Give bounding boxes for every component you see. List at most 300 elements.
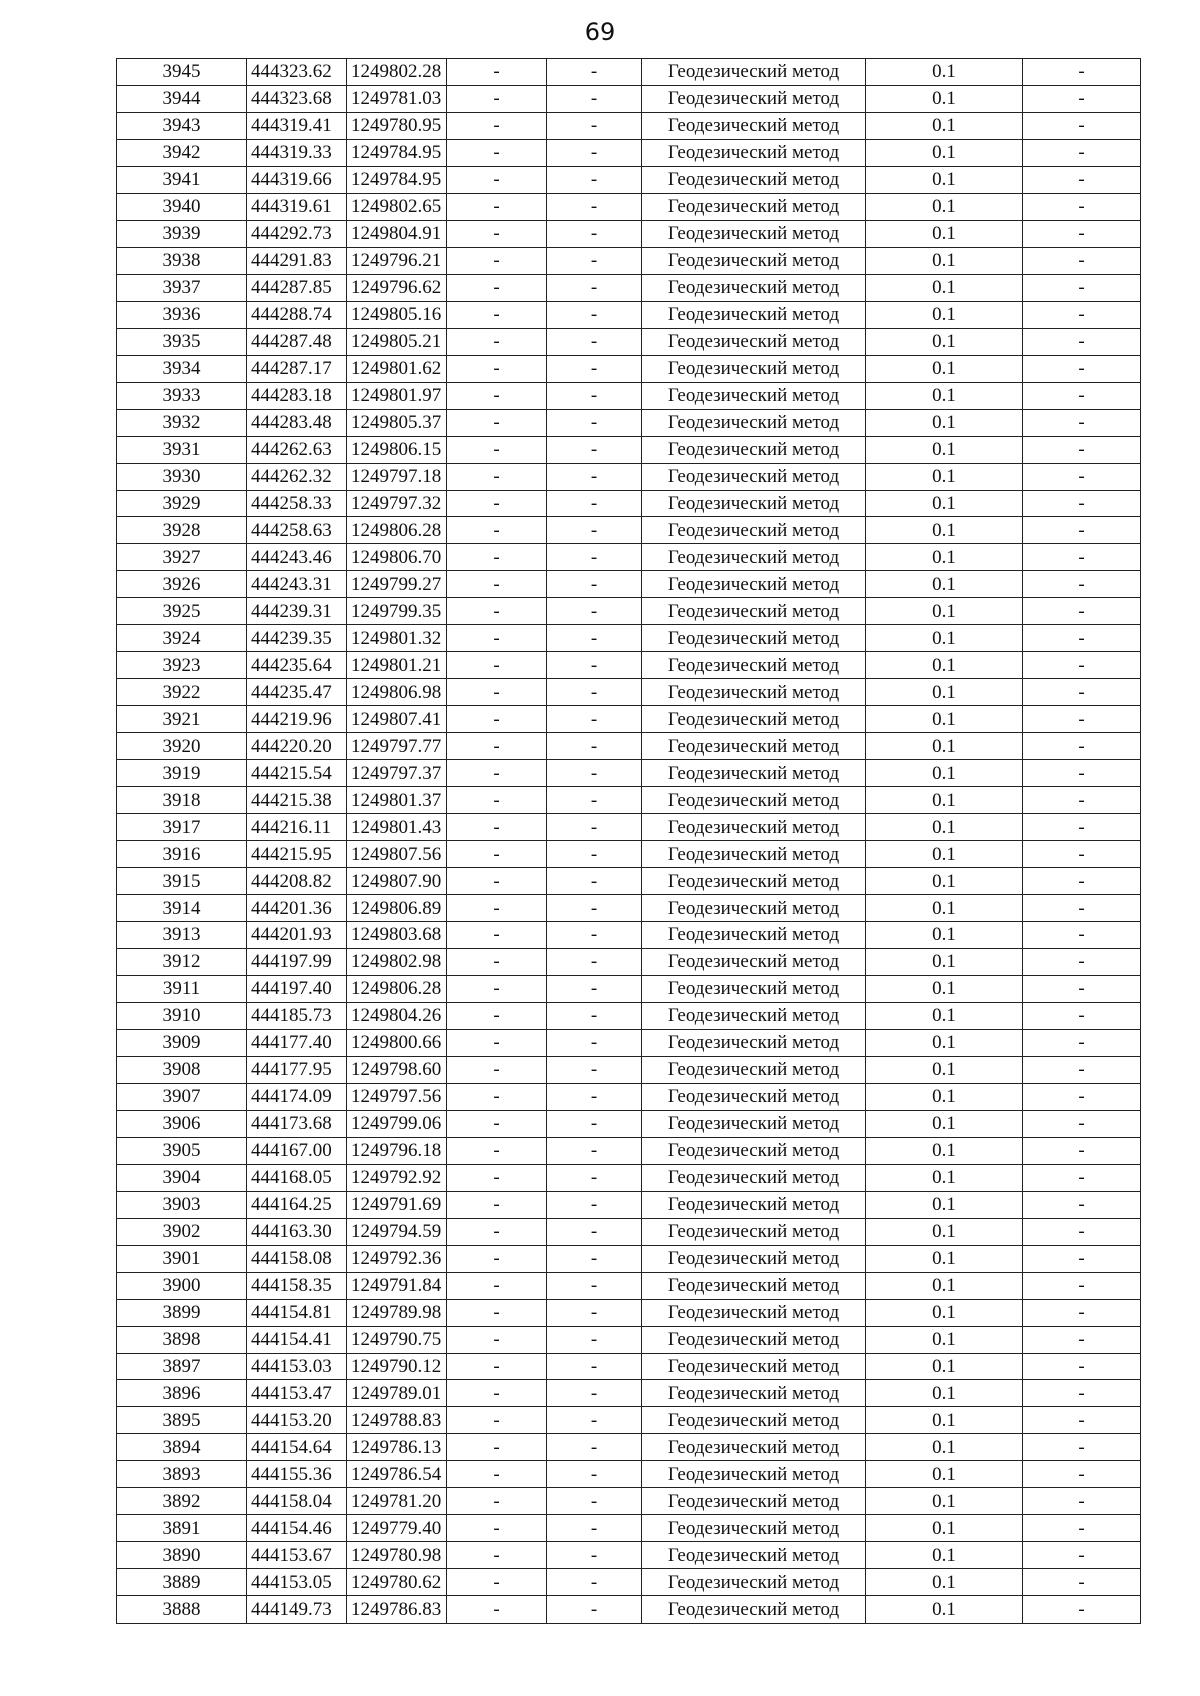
cell-precision: 0.1	[866, 166, 1023, 193]
cell-col-4: -	[447, 652, 547, 679]
table-row	[117, 706, 1141, 733]
cell-precision: 0.1	[866, 1083, 1023, 1110]
cell-method: Геодезический метод	[642, 59, 866, 86]
cell-col-8: -	[1023, 1515, 1141, 1542]
cell-col-4: -	[447, 1083, 547, 1110]
cell-precision: 0.1	[866, 85, 1023, 112]
cell-col-5: -	[547, 1488, 642, 1515]
cell-precision: 0.1	[866, 328, 1023, 355]
cell-point-number: 3893	[117, 1461, 247, 1488]
cell-method: Геодезический метод	[642, 166, 866, 193]
cell-precision: 0.1	[866, 220, 1023, 247]
cell-point-number: 3900	[117, 1272, 247, 1299]
cell-y-coordinate: 1249798.60	[347, 1056, 447, 1083]
cell-col-4: -	[447, 1407, 547, 1434]
cell-method: Геодезический метод	[642, 1353, 866, 1380]
cell-x-coordinate: 444201.93	[247, 922, 347, 949]
cell-precision: 0.1	[866, 1164, 1023, 1191]
cell-col-4: -	[447, 544, 547, 571]
cell-x-coordinate: 444197.99	[247, 948, 347, 975]
cell-y-coordinate: 1249804.26	[347, 1002, 447, 1029]
cell-y-coordinate: 1249806.98	[347, 679, 447, 706]
table-row	[117, 787, 1141, 814]
cell-col-8: -	[1023, 1407, 1141, 1434]
cell-col-4: -	[447, 922, 547, 949]
cell-col-5: -	[547, 760, 642, 787]
cell-y-coordinate: 1249786.13	[347, 1434, 447, 1461]
cell-precision: 0.1	[866, 193, 1023, 220]
cell-point-number: 3924	[117, 625, 247, 652]
cell-col-8: -	[1023, 220, 1141, 247]
coordinates-table	[116, 58, 1141, 1624]
cell-x-coordinate: 444154.41	[247, 1326, 347, 1353]
table-row	[117, 1434, 1141, 1461]
cell-col-8: -	[1023, 1245, 1141, 1272]
cell-point-number: 3905	[117, 1137, 247, 1164]
cell-precision: 0.1	[866, 1380, 1023, 1407]
cell-col-5: -	[547, 409, 642, 436]
cell-col-4: -	[447, 1245, 547, 1272]
table-row	[117, 1407, 1141, 1434]
cell-col-8: -	[1023, 895, 1141, 922]
cell-col-5: -	[547, 1002, 642, 1029]
cell-y-coordinate: 1249805.37	[347, 409, 447, 436]
cell-col-5: -	[547, 112, 642, 139]
cell-x-coordinate: 444323.68	[247, 85, 347, 112]
cell-col-4: -	[447, 841, 547, 868]
cell-method: Геодезический метод	[642, 1488, 866, 1515]
cell-x-coordinate: 444153.47	[247, 1380, 347, 1407]
cell-col-5: -	[547, 301, 642, 328]
cell-y-coordinate: 1249796.18	[347, 1137, 447, 1164]
cell-x-coordinate: 444287.48	[247, 328, 347, 355]
cell-method: Геодезический метод	[642, 1137, 866, 1164]
cell-precision: 0.1	[866, 1137, 1023, 1164]
cell-col-4: -	[447, 1380, 547, 1407]
cell-col-8: -	[1023, 436, 1141, 463]
cell-precision: 0.1	[866, 1542, 1023, 1569]
cell-y-coordinate: 1249802.98	[347, 948, 447, 975]
cell-method: Геодезический метод	[642, 247, 866, 274]
table-row	[117, 841, 1141, 868]
cell-y-coordinate: 1249792.92	[347, 1164, 447, 1191]
cell-precision: 0.1	[866, 652, 1023, 679]
cell-y-coordinate: 1249789.01	[347, 1380, 447, 1407]
cell-col-5: -	[547, 1596, 642, 1624]
cell-col-4: -	[447, 463, 547, 490]
cell-precision: 0.1	[866, 733, 1023, 760]
cell-x-coordinate: 444258.33	[247, 490, 347, 517]
cell-method: Геодезический метод	[642, 625, 866, 652]
cell-x-coordinate: 444185.73	[247, 1002, 347, 1029]
cell-x-coordinate: 444215.54	[247, 760, 347, 787]
cell-point-number: 3923	[117, 652, 247, 679]
cell-y-coordinate: 1249797.56	[347, 1083, 447, 1110]
cell-col-8: -	[1023, 1272, 1141, 1299]
table-row	[117, 59, 1141, 86]
cell-col-8: -	[1023, 679, 1141, 706]
cell-col-4: -	[447, 1110, 547, 1137]
table-row	[117, 1299, 1141, 1326]
cell-col-5: -	[547, 975, 642, 1002]
cell-col-8: -	[1023, 1299, 1141, 1326]
cell-y-coordinate: 1249801.37	[347, 787, 447, 814]
table-row	[117, 1110, 1141, 1137]
cell-col-4: -	[447, 490, 547, 517]
cell-y-coordinate: 1249780.95	[347, 112, 447, 139]
cell-y-coordinate: 1249800.66	[347, 1029, 447, 1056]
cell-col-4: -	[447, 679, 547, 706]
cell-precision: 0.1	[866, 1461, 1023, 1488]
cell-y-coordinate: 1249796.62	[347, 274, 447, 301]
cell-col-5: -	[547, 355, 642, 382]
cell-method: Геодезический метод	[642, 1596, 866, 1624]
cell-y-coordinate: 1249794.59	[347, 1218, 447, 1245]
cell-precision: 0.1	[866, 841, 1023, 868]
table-row	[117, 301, 1141, 328]
cell-precision: 0.1	[866, 760, 1023, 787]
table-row	[117, 1515, 1141, 1542]
cell-precision: 0.1	[866, 490, 1023, 517]
cell-precision: 0.1	[866, 1191, 1023, 1218]
cell-col-8: -	[1023, 571, 1141, 598]
cell-col-8: -	[1023, 166, 1141, 193]
cell-col-8: -	[1023, 193, 1141, 220]
cell-point-number: 3944	[117, 85, 247, 112]
cell-precision: 0.1	[866, 1299, 1023, 1326]
cell-point-number: 3943	[117, 112, 247, 139]
cell-x-coordinate: 444154.46	[247, 1515, 347, 1542]
cell-col-8: -	[1023, 760, 1141, 787]
cell-col-8: -	[1023, 948, 1141, 975]
cell-method: Геодезический метод	[642, 814, 866, 841]
cell-col-8: -	[1023, 1461, 1141, 1488]
cell-method: Геодезический метод	[642, 139, 866, 166]
cell-col-8: -	[1023, 598, 1141, 625]
cell-method: Геодезический метод	[642, 328, 866, 355]
cell-y-coordinate: 1249791.84	[347, 1272, 447, 1299]
cell-point-number: 3913	[117, 922, 247, 949]
cell-x-coordinate: 444291.83	[247, 247, 347, 274]
cell-col-4: -	[447, 1488, 547, 1515]
table-row	[117, 517, 1141, 544]
cell-col-5: -	[547, 166, 642, 193]
cell-point-number: 3945	[117, 59, 247, 86]
cell-y-coordinate: 1249806.89	[347, 895, 447, 922]
cell-point-number: 3929	[117, 490, 247, 517]
cell-col-8: -	[1023, 975, 1141, 1002]
table-row	[117, 733, 1141, 760]
cell-col-5: -	[547, 814, 642, 841]
cell-col-8: -	[1023, 1434, 1141, 1461]
cell-x-coordinate: 444208.82	[247, 868, 347, 895]
cell-point-number: 3937	[117, 274, 247, 301]
table-row	[117, 571, 1141, 598]
cell-precision: 0.1	[866, 544, 1023, 571]
cell-precision: 0.1	[866, 1056, 1023, 1083]
cell-col-4: -	[447, 355, 547, 382]
cell-point-number: 3917	[117, 814, 247, 841]
cell-y-coordinate: 1249807.41	[347, 706, 447, 733]
cell-col-5: -	[547, 1272, 642, 1299]
cell-y-coordinate: 1249806.28	[347, 975, 447, 1002]
cell-method: Геодезический метод	[642, 436, 866, 463]
cell-point-number: 3919	[117, 760, 247, 787]
table-row	[117, 625, 1141, 652]
cell-col-8: -	[1023, 733, 1141, 760]
cell-precision: 0.1	[866, 409, 1023, 436]
cell-col-5: -	[547, 1434, 642, 1461]
cell-method: Геодезический метод	[642, 220, 866, 247]
cell-point-number: 3927	[117, 544, 247, 571]
cell-col-8: -	[1023, 1353, 1141, 1380]
cell-col-5: -	[547, 733, 642, 760]
cell-y-coordinate: 1249781.20	[347, 1488, 447, 1515]
cell-point-number: 3940	[117, 193, 247, 220]
cell-col-8: -	[1023, 328, 1141, 355]
cell-point-number: 3911	[117, 975, 247, 1002]
cell-x-coordinate: 444153.67	[247, 1542, 347, 1569]
cell-point-number: 3908	[117, 1056, 247, 1083]
cell-col-5: -	[547, 1461, 642, 1488]
cell-point-number: 3932	[117, 409, 247, 436]
cell-method: Геодезический метод	[642, 598, 866, 625]
cell-precision: 0.1	[866, 706, 1023, 733]
table-row	[117, 652, 1141, 679]
cell-col-4: -	[447, 1299, 547, 1326]
cell-col-4: -	[447, 1272, 547, 1299]
cell-method: Геодезический метод	[642, 868, 866, 895]
cell-method: Геодезический метод	[642, 193, 866, 220]
cell-point-number: 3933	[117, 382, 247, 409]
cell-y-coordinate: 1249801.21	[347, 652, 447, 679]
cell-x-coordinate: 444164.25	[247, 1191, 347, 1218]
cell-col-8: -	[1023, 1002, 1141, 1029]
cell-x-coordinate: 444177.40	[247, 1029, 347, 1056]
table-row	[117, 1029, 1141, 1056]
cell-col-5: -	[547, 598, 642, 625]
cell-col-4: -	[447, 166, 547, 193]
cell-point-number: 3934	[117, 355, 247, 382]
cell-col-8: -	[1023, 1110, 1141, 1137]
cell-precision: 0.1	[866, 1245, 1023, 1272]
cell-col-5: -	[547, 1056, 642, 1083]
cell-precision: 0.1	[866, 1218, 1023, 1245]
cell-precision: 0.1	[866, 948, 1023, 975]
cell-x-coordinate: 444168.05	[247, 1164, 347, 1191]
cell-point-number: 3889	[117, 1569, 247, 1596]
table-row	[117, 1569, 1141, 1596]
cell-precision: 0.1	[866, 1110, 1023, 1137]
cell-x-coordinate: 444239.31	[247, 598, 347, 625]
cell-point-number: 3907	[117, 1083, 247, 1110]
cell-col-4: -	[447, 112, 547, 139]
cell-col-8: -	[1023, 652, 1141, 679]
cell-method: Геодезический метод	[642, 1326, 866, 1353]
cell-method: Геодезический метод	[642, 463, 866, 490]
table-row	[117, 166, 1141, 193]
cell-y-coordinate: 1249797.32	[347, 490, 447, 517]
cell-point-number: 3897	[117, 1353, 247, 1380]
cell-precision: 0.1	[866, 301, 1023, 328]
cell-col-5: -	[547, 1542, 642, 1569]
table-row	[117, 1461, 1141, 1488]
cell-method: Геодезический метод	[642, 85, 866, 112]
cell-col-5: -	[547, 193, 642, 220]
cell-method: Геодезический метод	[642, 1218, 866, 1245]
cell-precision: 0.1	[866, 112, 1023, 139]
table-row	[117, 1380, 1141, 1407]
cell-x-coordinate: 444319.41	[247, 112, 347, 139]
cell-x-coordinate: 444158.35	[247, 1272, 347, 1299]
cell-method: Геодезический метод	[642, 1407, 866, 1434]
cell-y-coordinate: 1249806.15	[347, 436, 447, 463]
cell-x-coordinate: 444288.74	[247, 301, 347, 328]
cell-col-4: -	[447, 1326, 547, 1353]
cell-x-coordinate: 444287.17	[247, 355, 347, 382]
cell-col-4: -	[447, 220, 547, 247]
cell-col-5: -	[547, 706, 642, 733]
cell-col-5: -	[547, 1083, 642, 1110]
cell-col-8: -	[1023, 85, 1141, 112]
cell-col-5: -	[547, 787, 642, 814]
cell-col-4: -	[447, 436, 547, 463]
cell-y-coordinate: 1249790.12	[347, 1353, 447, 1380]
cell-precision: 0.1	[866, 868, 1023, 895]
cell-col-4: -	[447, 1002, 547, 1029]
cell-col-8: -	[1023, 517, 1141, 544]
cell-method: Геодезический метод	[642, 922, 866, 949]
cell-col-4: -	[447, 1569, 547, 1596]
cell-method: Геодезический метод	[642, 1272, 866, 1299]
cell-point-number: 3941	[117, 166, 247, 193]
cell-col-8: -	[1023, 1056, 1141, 1083]
table-row	[117, 975, 1141, 1002]
cell-col-4: -	[447, 760, 547, 787]
cell-col-5: -	[547, 220, 642, 247]
cell-col-5: -	[547, 1029, 642, 1056]
table-row	[117, 1137, 1141, 1164]
cell-precision: 0.1	[866, 922, 1023, 949]
cell-col-4: -	[447, 975, 547, 1002]
table-row	[117, 868, 1141, 895]
cell-col-4: -	[447, 139, 547, 166]
cell-point-number: 3906	[117, 1110, 247, 1137]
cell-x-coordinate: 444220.20	[247, 733, 347, 760]
cell-col-5: -	[547, 517, 642, 544]
cell-method: Геодезический метод	[642, 1245, 866, 1272]
cell-col-4: -	[447, 409, 547, 436]
cell-method: Геодезический метод	[642, 1191, 866, 1218]
cell-col-5: -	[547, 1218, 642, 1245]
cell-col-5: -	[547, 274, 642, 301]
table-row	[117, 1272, 1141, 1299]
cell-method: Геодезический метод	[642, 1056, 866, 1083]
cell-point-number: 3890	[117, 1542, 247, 1569]
cell-col-4: -	[447, 59, 547, 86]
table-row	[117, 436, 1141, 463]
cell-col-5: -	[547, 922, 642, 949]
cell-col-5: -	[547, 948, 642, 975]
cell-col-5: -	[547, 1569, 642, 1596]
cell-x-coordinate: 444177.95	[247, 1056, 347, 1083]
cell-col-8: -	[1023, 382, 1141, 409]
cell-y-coordinate: 1249803.68	[347, 922, 447, 949]
cell-col-4: -	[447, 1164, 547, 1191]
cell-point-number: 3901	[117, 1245, 247, 1272]
cell-precision: 0.1	[866, 1272, 1023, 1299]
cell-col-5: -	[547, 1515, 642, 1542]
cell-x-coordinate: 444197.40	[247, 975, 347, 1002]
cell-col-8: -	[1023, 1191, 1141, 1218]
cell-col-8: -	[1023, 463, 1141, 490]
cell-y-coordinate: 1249801.97	[347, 382, 447, 409]
cell-col-4: -	[447, 517, 547, 544]
cell-y-coordinate: 1249801.62	[347, 355, 447, 382]
table-row	[117, 760, 1141, 787]
cell-precision: 0.1	[866, 679, 1023, 706]
cell-method: Геодезический метод	[642, 841, 866, 868]
cell-col-8: -	[1023, 787, 1141, 814]
cell-point-number: 3942	[117, 139, 247, 166]
cell-method: Геодезический метод	[642, 975, 866, 1002]
table-body	[117, 59, 1141, 1624]
cell-point-number: 3922	[117, 679, 247, 706]
cell-point-number: 3909	[117, 1029, 247, 1056]
cell-col-5: -	[547, 895, 642, 922]
cell-col-8: -	[1023, 1569, 1141, 1596]
cell-point-number: 3925	[117, 598, 247, 625]
cell-x-coordinate: 444153.03	[247, 1353, 347, 1380]
cell-col-4: -	[447, 1542, 547, 1569]
cell-y-coordinate: 1249797.18	[347, 463, 447, 490]
cell-col-8: -	[1023, 1137, 1141, 1164]
cell-precision: 0.1	[866, 975, 1023, 1002]
cell-col-5: -	[547, 382, 642, 409]
table-row	[117, 220, 1141, 247]
cell-y-coordinate: 1249781.03	[347, 85, 447, 112]
cell-method: Геодезический метод	[642, 490, 866, 517]
cell-method: Геодезический метод	[642, 1164, 866, 1191]
cell-x-coordinate: 444292.73	[247, 220, 347, 247]
cell-y-coordinate: 1249797.37	[347, 760, 447, 787]
cell-col-8: -	[1023, 59, 1141, 86]
cell-col-5: -	[547, 1137, 642, 1164]
cell-method: Геодезический метод	[642, 1083, 866, 1110]
cell-method: Геодезический метод	[642, 895, 866, 922]
cell-col-5: -	[547, 1353, 642, 1380]
cell-col-8: -	[1023, 1164, 1141, 1191]
cell-y-coordinate: 1249804.91	[347, 220, 447, 247]
cell-x-coordinate: 444283.18	[247, 382, 347, 409]
cell-precision: 0.1	[866, 1515, 1023, 1542]
table-row	[117, 814, 1141, 841]
cell-precision: 0.1	[866, 571, 1023, 598]
cell-x-coordinate: 444153.20	[247, 1407, 347, 1434]
cell-col-8: -	[1023, 490, 1141, 517]
cell-col-5: -	[547, 139, 642, 166]
cell-x-coordinate: 444319.33	[247, 139, 347, 166]
cell-y-coordinate: 1249807.56	[347, 841, 447, 868]
cell-y-coordinate: 1249786.54	[347, 1461, 447, 1488]
cell-x-coordinate: 444154.64	[247, 1434, 347, 1461]
cell-x-coordinate: 444319.66	[247, 166, 347, 193]
cell-col-4: -	[447, 1191, 547, 1218]
cell-point-number: 3920	[117, 733, 247, 760]
cell-precision: 0.1	[866, 787, 1023, 814]
cell-method: Геодезический метод	[642, 1515, 866, 1542]
cell-precision: 0.1	[866, 814, 1023, 841]
